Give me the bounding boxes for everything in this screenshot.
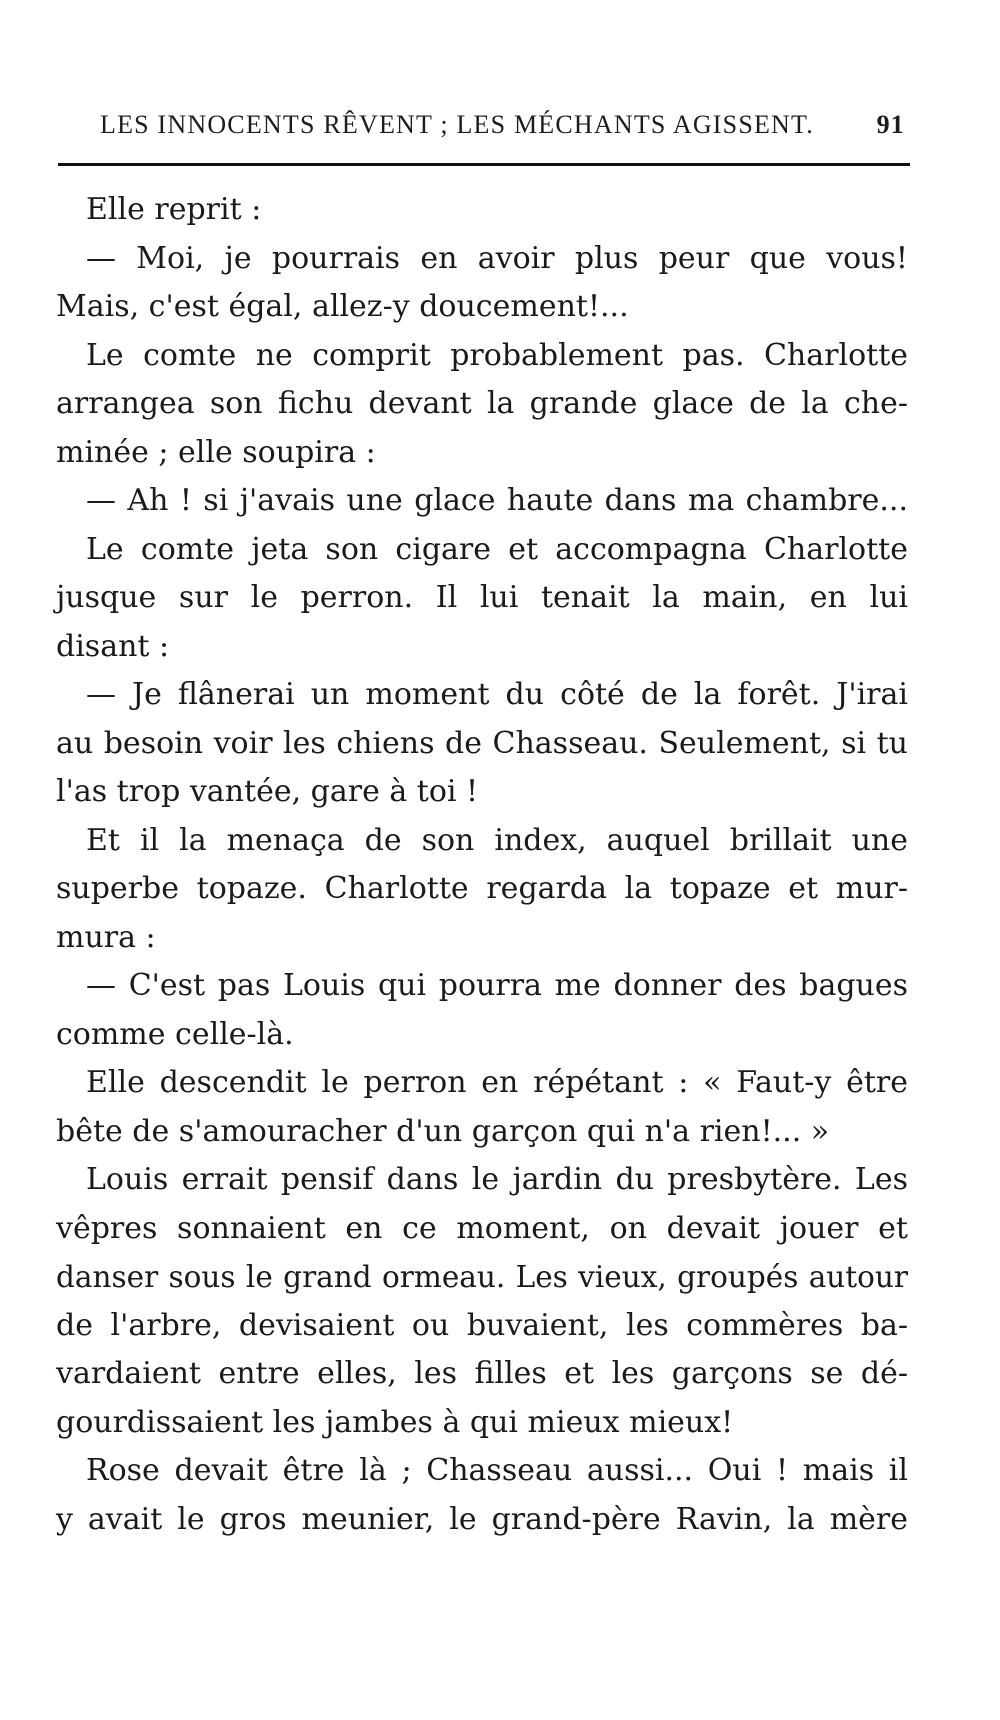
text-line: de l'arbre, devisaient ou buvaient, les commères ba- [56,1307,908,1343]
text-line: mura : [56,919,156,955]
running-head [62,110,905,146]
text-line: Louis errait pensif dans le jardin du presbytère. Les [86,1162,908,1197]
text-line: gourdissaient les jambes à qui mieux mieux! [56,1404,734,1440]
text-line: comme celle-là. [56,1016,294,1052]
text-line: Et il la menaça de son index, auquel brillait une [86,822,908,858]
text-line: au besoin voir les chiens de Chasseau. Seulement, si tu [56,725,908,761]
text-line: Rose devait être là ; Chasseau aussi... Oui ! mais il [86,1453,908,1488]
text-line: — Je flânerai un moment du côté de la forêt. J'irai [86,677,908,712]
text-line: y avait le gros meunier, le grand-père Ravin, la mère [56,1501,908,1537]
text-line: superbe topaze. Charlotte regarda la topaze et mur- [56,871,908,906]
running-head-title: LES INNOCENTS RÊVENT ; LES MÉCHANTS AGISSENT. [100,110,814,139]
header-rule [58,163,910,166]
text-line: Le comte ne comprit probablement pas. Charlotte [86,337,908,373]
text-line: — Ah ! si j'avais une glace haute dans ma chambre... [86,483,908,518]
text-line: l'as trop vantée, gare à toi ! [56,774,479,809]
body-text [56,186,908,1544]
text-line: disant : [56,628,170,664]
text-line: Elle descendit le perron en répétant : « Faut-y être [86,1065,908,1100]
text-line: Le comte jeta son cigare et accompagna Charlotte [86,531,908,567]
text-line: vardaient entre elles, les filles et les garçons se dé- [56,1356,908,1391]
text-line: Elle reprit : [86,192,262,227]
text-line: vêpres sonnaient en ce moment, on devait jouer et [56,1210,908,1246]
text-line: jusque sur le perron. Il lui tenait la main, en lui [56,580,908,615]
text-line: — Moi, je pourrais en avoir plus peur que vous! [86,240,908,276]
text-line: minée ; elle soupira : [56,434,376,470]
text-line: bête de s'amouracher d'un garçon qui n'a rien!... » [56,1113,830,1149]
text-line: Mais, c'est égal, allez-y doucement!... [56,289,629,324]
text-line: — C'est pas Louis qui pourra me donner des bagues [86,968,908,1003]
text-line: arrangea son fichu devant la grande glace de la che- [56,386,908,421]
text-line: danser sous le grand ormeau. Les vieux, groupés autour [56,1260,908,1294]
page-number: 91 [876,110,905,139]
